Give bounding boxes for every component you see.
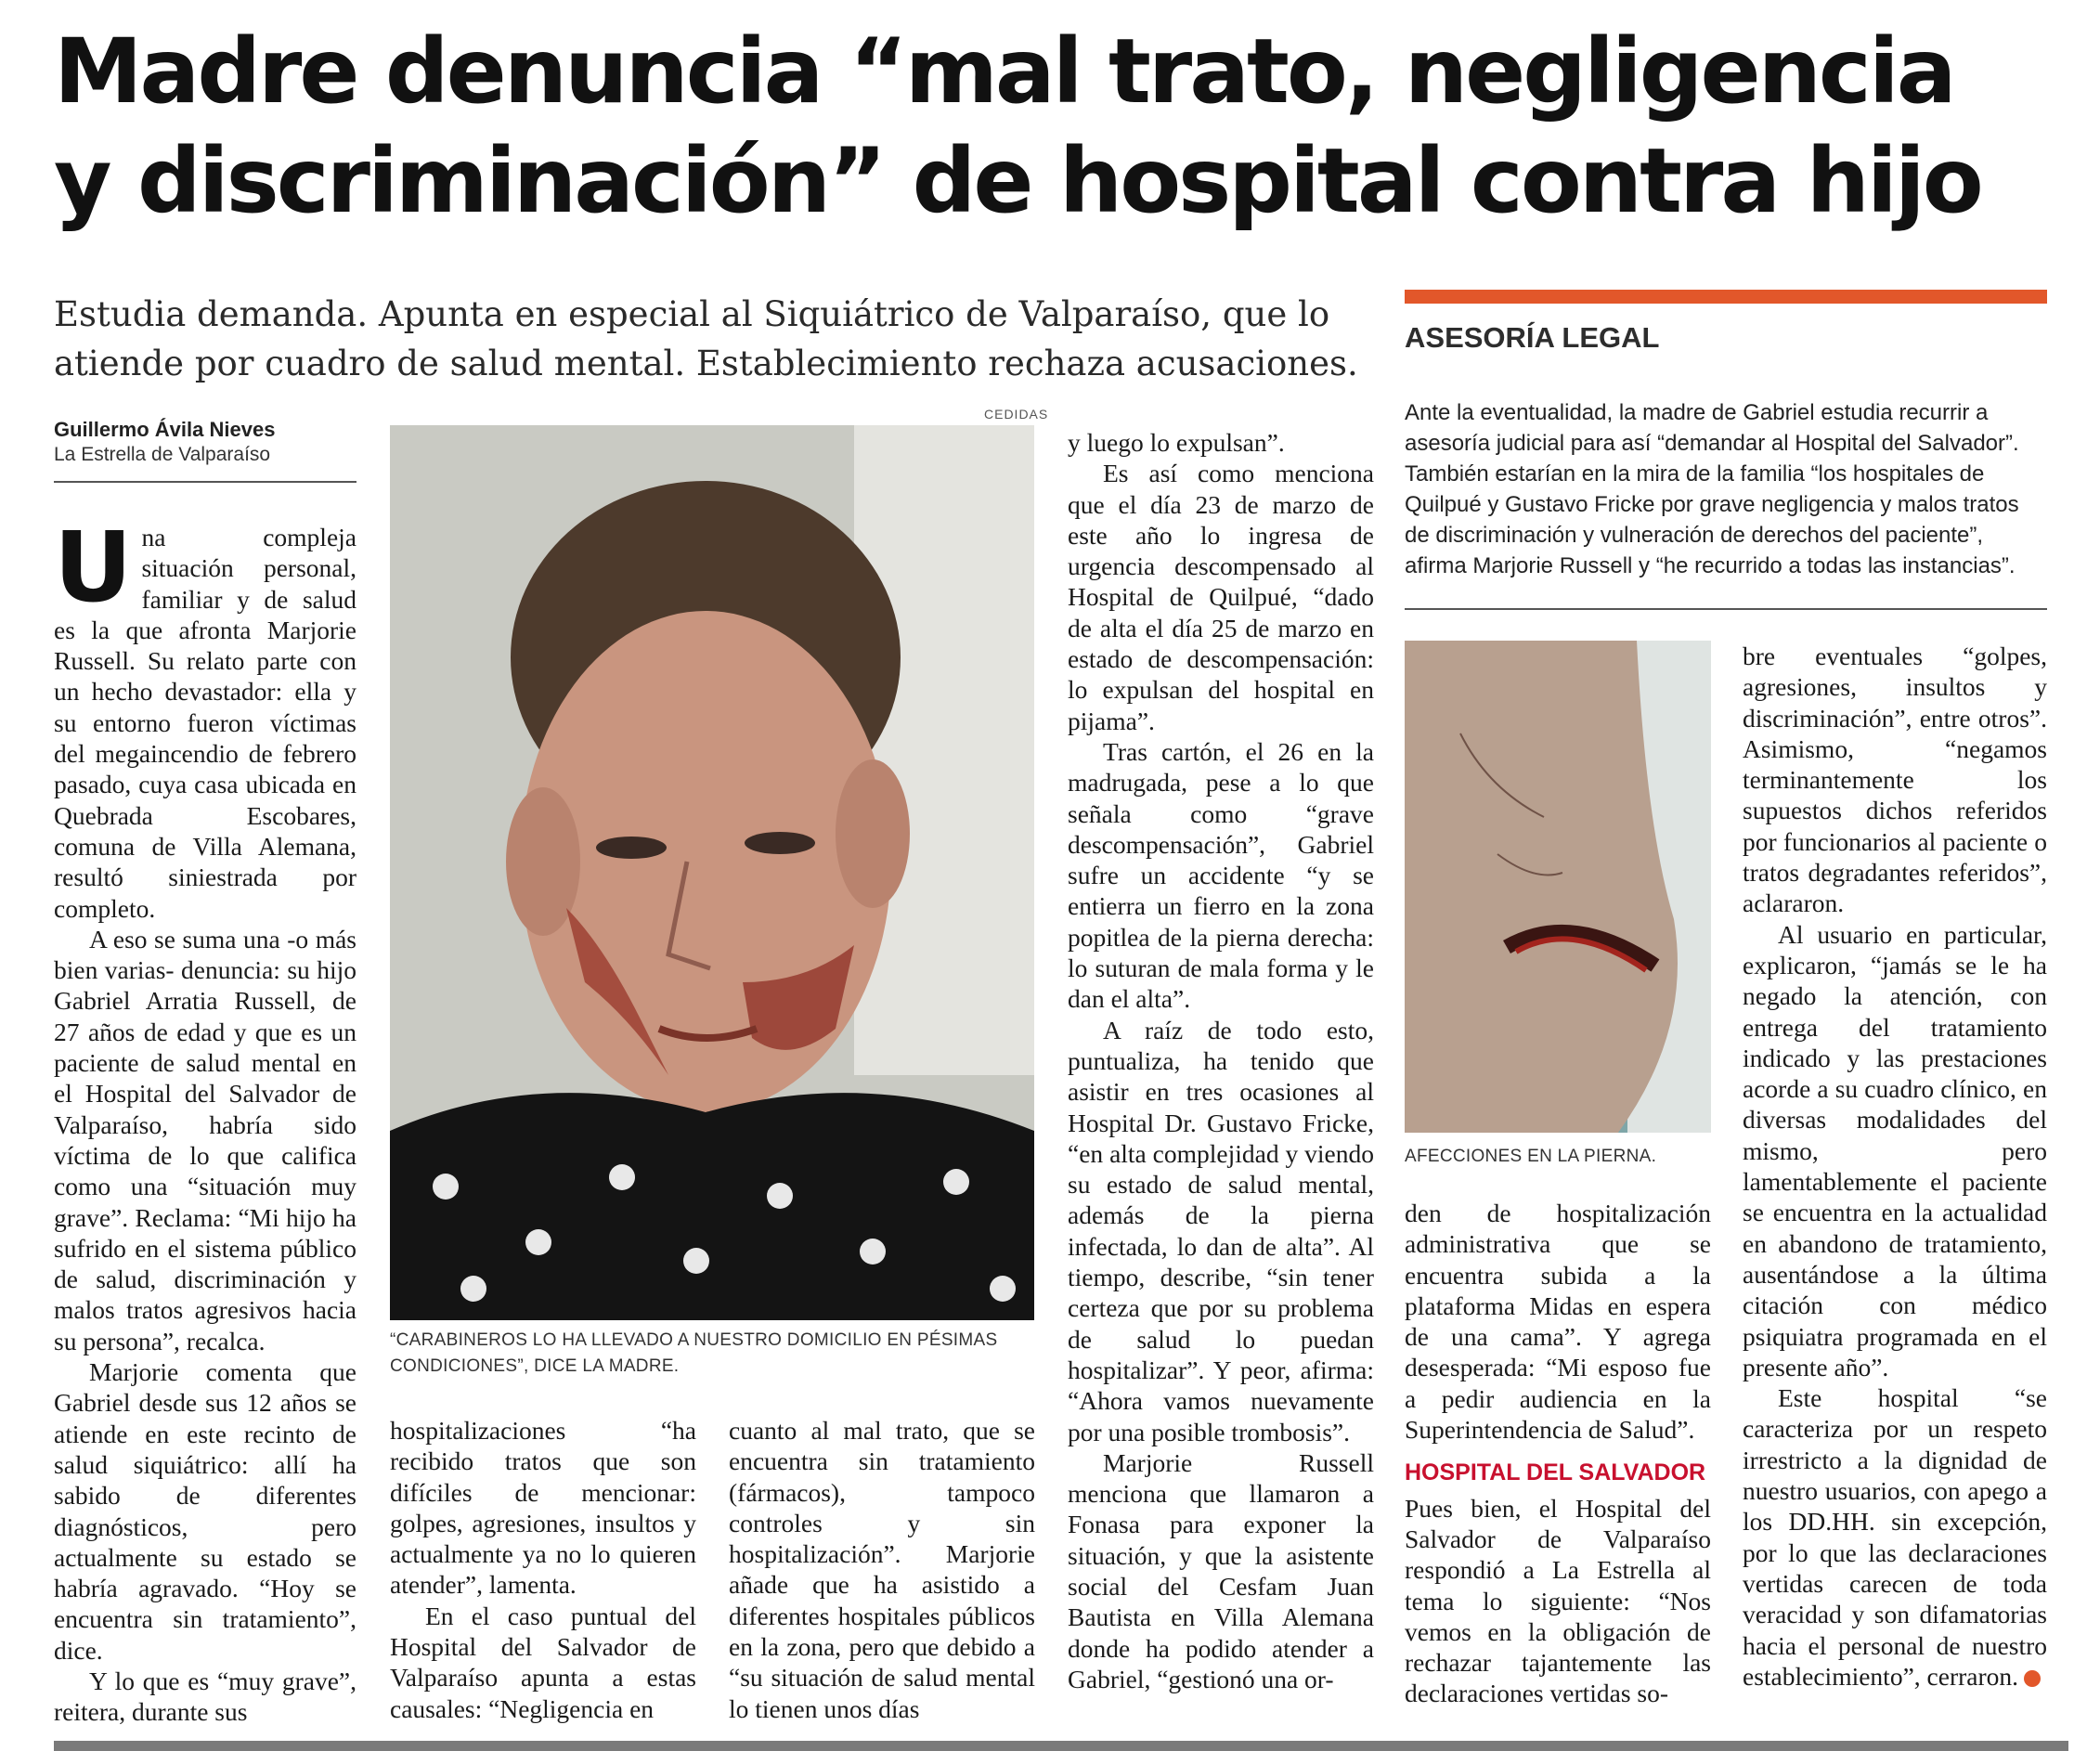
section-subhead: HOSPITAL DEL SALVADOR — [1405, 1459, 1706, 1486]
main-photo — [390, 425, 1034, 1320]
paragraph: den de hospitalización administrativa que se encuentra subida a la plataforma Midas en espera de una cama”. Y agrega desesperada: “Mi esposo fue a pedir audiencia en la Superintendencia de Salud”. — [1405, 1199, 1711, 1445]
column-6 — [1743, 641, 2047, 1729]
deck-line-1: Estudia demanda. Apunta en especial al Siquiátrico de Valparaíso, que lo — [54, 294, 1330, 334]
paragraph: Es así como menciona que el día 23 de marzo de este año lo ingresa de urgencia descompensado al Hospital de Quilpué, “dado de alta el día 25 de marzo en estado de descompensación: lo expulsan del hospital en pijama”. — [1068, 459, 1374, 735]
headline-line-1: Madre denuncia “mal trato, negligencia — [54, 19, 1954, 123]
paragraph: Al usuario en particular, explicaron, “jamás se le ha negado la atención, con entrega del tratamiento indicado y las prestaciones acorde a su cuadro clínico, en diversas modalidades del mismo, pero lamentablemente el paciente se encuentra en la actualidad en abandono de tratamiento, ausentándose a la última citación con médico psiquiatra programada en el presente año”. — [1743, 919, 2047, 1381]
byline-outlet: La Estrella de Valparaíso — [54, 444, 271, 465]
sidebar-title: ASESORÍA LEGAL — [1405, 321, 1660, 354]
photo-credit: CEDIDAS — [984, 407, 1049, 422]
main-photo-caption: “CARABINEROS LO HA LLEVADO A NUESTRO DOMICILIO EN PÉSIMAS CONDICIONES”, DICE LA MADRE. — [390, 1330, 998, 1376]
paragraph: bre eventuales “golpes, agresiones, insultos y discriminación”, entre otros”. Asimismo, “negamos terminantemente los supuestos dichos referidos por funcionarios al paciente o tratos degradantes referidos”, aclararon. — [1743, 642, 2047, 918]
paragraph: Tras cartón, el 26 en la madrugada, pese a lo que señala como “grave descompensación”, Gabriel sufre un accidente “y se entierra un fierro en la zona popitlea de la pierna derecha: lo suturan de mala forma y le dan el alta”. — [1068, 736, 1374, 1014]
paragraph: na compleja situación personal, familiar y de salud es la que afronta Marjorie Russell. Su relato parte con un hecho devastador: ella y su entorno fueron víctimas del megaincendio de febrero pasado, cuya casa ubicada en Quebrada Escobares, comuna de Villa Alemana, resultó siniestrada por completo. — [54, 523, 356, 923]
column-2 — [390, 1415, 696, 1731]
paragraph: En el caso puntual del Hospital del Salvador de Valparaíso apunta a estas causales: “Negligencia en — [390, 1601, 696, 1723]
byline-divider — [54, 481, 356, 483]
deck-line-2: atiende por cuadro de salud mental. Establecimiento rechaza acusaciones. — [54, 344, 1358, 383]
sidebar-accent-bar — [1405, 290, 2047, 304]
column-3 — [729, 1415, 1035, 1731]
leg-photo — [1405, 641, 1711, 1133]
leg-illustration — [1405, 641, 1711, 1133]
end-mark-icon — [2024, 1670, 2041, 1687]
sidebar-lead: Ante la eventualidad, la madre de Gabriel estudia recurrir a asesoría judicial para así “demandar al Hospital del Salvador”. También estarían en la mira de la familia “los hospitales de Quilpué y Gustavo Fricke por grave negligencia y malos tratos de discriminación y vulneración de derechos del paciente”, afirma Marjorie Russell y “he recurrido a todas las instancias”. — [1405, 400, 2019, 578]
headline-line-2: y discriminación” de hospital contra hijo — [54, 129, 1981, 233]
byline-author: Guillermo Ávila Nieves — [54, 418, 276, 441]
paragraph — [1743, 1382, 2047, 1692]
column-4 — [1068, 427, 1374, 1729]
paragraph: Marjorie comenta que Gabriel desde sus 12 años se atiende en este recinto de salud siquiátrico: allí ha sabido de diferentes diagnósticos, pero actualmente su estado se habría agravado. “Hoy se encuentra sin tratamiento”, dice. — [54, 1357, 356, 1665]
column-5 — [1405, 1198, 1711, 1729]
deck — [54, 290, 1400, 388]
sidebar-divider — [1405, 608, 2047, 610]
headline — [54, 17, 2078, 236]
paragraph: A eso se suma una -o más bien varias- denuncia: su hijo Gabriel Arratia Russell, de 27 años de edad y que es un paciente de salud mental en el Hospital del Salvador de Valparaíso, habría sido víctima de lo que califica como una “situación muy grave”. Reclama: “Mi hijo ha sufrido en el sistema público de salud, discriminación y malos tratos agresivos hacia su persona”, recalca. — [54, 924, 356, 1355]
column-1 — [54, 522, 356, 1729]
paragraph: Marjorie Russell menciona que llamaron a Fonasa para exponer la situación, y que la asistente social del Cesfam Juan Bautista en Villa Alemana donde ha podido atender a Gabriel, “gestionó una or- — [1068, 1447, 1374, 1693]
page-bottom-rule — [54, 1741, 2068, 1751]
drop-cap: U — [54, 522, 133, 624]
paragraph: cuanto al mal trato, que se encuentra sin tratamiento (fármacos), tampoco controles y sin hospitalización”. Marjorie añade que ha asistido a diferentes hospitales públicos en la zona, pero que debido a “su situación de salud mental lo tienen unos días — [729, 1416, 1035, 1723]
closing-text: Este hospital “se caracteriza por un respeto irrestricto a la dignidad de nuestro usuarios, con apego a los DD.HH. sin excepción, por lo que las declaraciones vertidas carecen de toda veracidad y son difamatorias hacia el personal de nuestro establecimiento”, cerraron. — [1743, 1383, 2047, 1691]
paragraph: Pues bien, el Hospital del Salvador de Valparaíso respondió a La Estrella al tema lo siguiente: “Nos vemos en la obligación de rechazar tajantemente las declaraciones vertidas so- — [1405, 1493, 1711, 1708]
paragraph: Y lo que es “muy grave”, reitera, durante sus — [54, 1666, 356, 1727]
paragraph: hospitalizaciones “ha recibido tratos que son difíciles de mencionar: golpes, agresiones, insultos y actualmente ya no lo quieren atender”, lamenta. — [390, 1416, 696, 1600]
portrait-illustration — [390, 425, 1034, 1320]
paragraph: A raíz de todo esto, puntualiza, ha tenido que asistir en tres ocasiones al Hospital Dr. Gustavo Fricke, “en alta complejidad y viendo su estado de salud mental, además de la pierna infectada, lo dan de alta”. Al tiempo, describe, “sin tener certeza que por su problema de salud lo puedan hospitalizar”. Y peor, afirma: “Ahora vamos nuevamente por una posible trombosis”. — [1068, 1015, 1374, 1446]
paragraph: y luego lo expulsan”. — [1068, 428, 1285, 457]
leg-photo-caption: AFECCIONES EN LA PIERNA. — [1405, 1147, 1657, 1166]
